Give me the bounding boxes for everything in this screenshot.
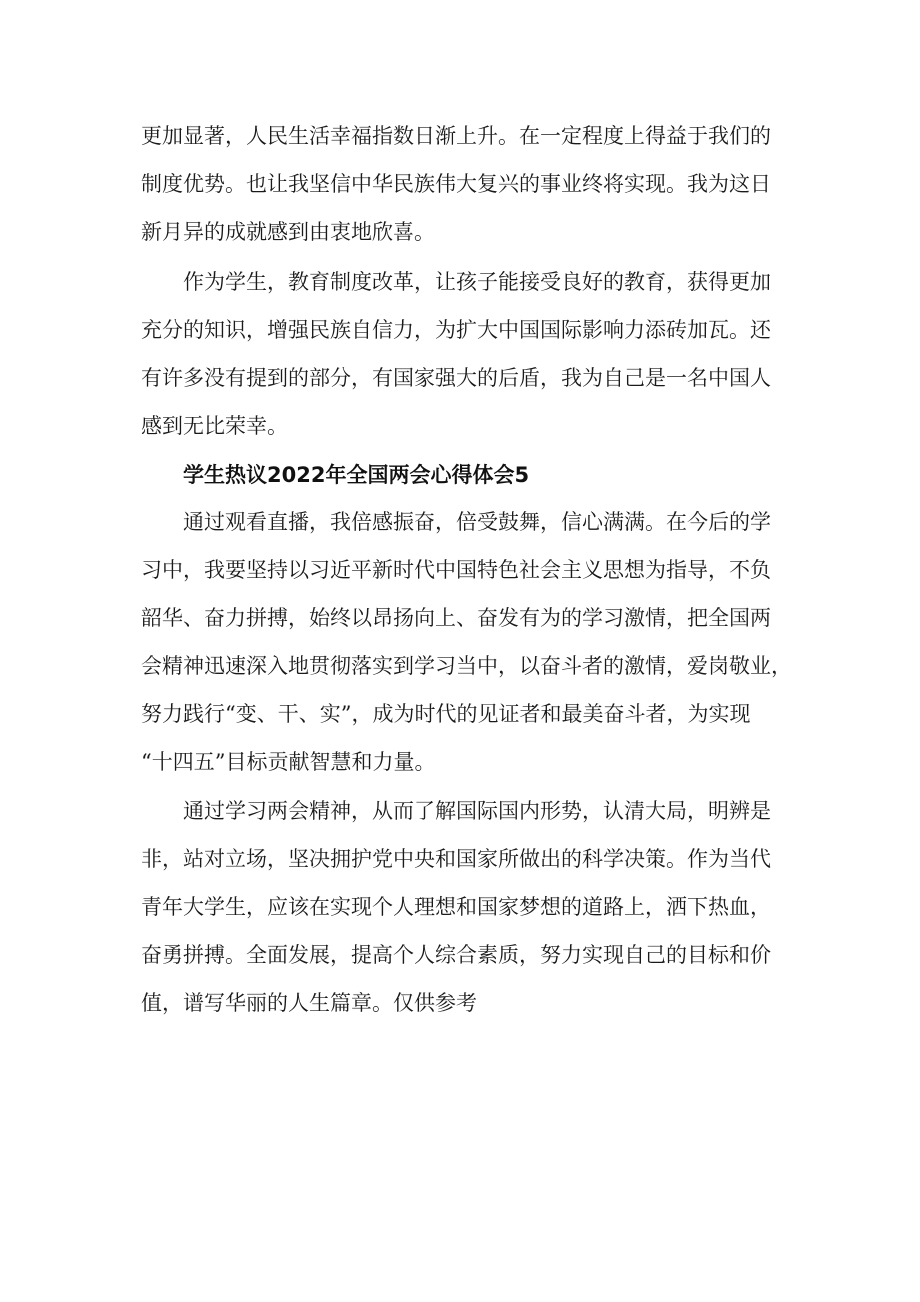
paragraph-line: 青年大学生，应该在实现个人理想和国家梦想的道路上，洒下热血，: [141, 895, 771, 919]
paragraph-line: 充分的知识，增强民族自信力，为扩大中国国际影响力添砖加瓦。还: [141, 318, 771, 342]
paragraph-line: 习中，我要坚持以习近平新时代中国特色社会主义思想为指导，不负: [141, 558, 771, 582]
paragraph-line: 奋勇拼搏。全面发展，提高个人综合素质，努力实现自己的目标和价: [141, 943, 771, 967]
paragraph-2: [141, 258, 781, 450]
paragraph-line: 通过观看直播，我倍感振奋，倍受鼓舞，信心满满。在今后的学: [183, 510, 771, 534]
paragraph-line: 通过学习两会精神，从而了解国际国内形势，认清大局，明辨是: [183, 799, 771, 823]
paragraph-line: 新月异的成就感到由衷地欣喜。: [141, 220, 435, 244]
paragraph-4: [141, 787, 781, 1027]
paragraph-line: 制度优势。也让我坚信中华民族伟大复兴的事业终将实现。我为这日: [141, 172, 771, 196]
paragraph-line: 非，站对立场，坚决拥护党中央和国家所做出的科学决策。作为当代: [141, 847, 771, 871]
paragraph-line: 韶华、奋力拼搏，始终以昂扬向上、奋发有为的学习激情，把全国两: [141, 606, 771, 630]
paragraph-3: [141, 498, 792, 786]
paragraph-1: [141, 112, 781, 256]
paragraph-line: 感到无比荣幸。: [141, 414, 288, 438]
paragraph-line: 值，谱写华丽的人生篇章。仅供参考: [141, 991, 477, 1015]
paragraph-line: 努力践行“变、干、实”，成为时代的见证者和最美奋斗者，为实现: [141, 702, 751, 726]
paragraph-line: 作为学生，教育制度改革，让孩子能接受良好的教育，获得更加: [183, 270, 771, 294]
paragraph-line: 有许多没有提到的部分，有国家强大的后盾，我为自己是一名中国人: [141, 366, 771, 390]
section-heading: 学生热议2022年全国两会心得体会5: [183, 463, 530, 487]
paragraph-line: 更加显著，人民生活幸福指数日渐上升。在一定程度上得益于我们的: [141, 124, 771, 148]
paragraph-line: 会精神迅速深入地贯彻落实到学习当中，以奋斗者的激情，爱岗敬业，: [141, 654, 792, 678]
paragraph-line: “十四五”目标贡献智慧和力量。: [141, 750, 436, 774]
